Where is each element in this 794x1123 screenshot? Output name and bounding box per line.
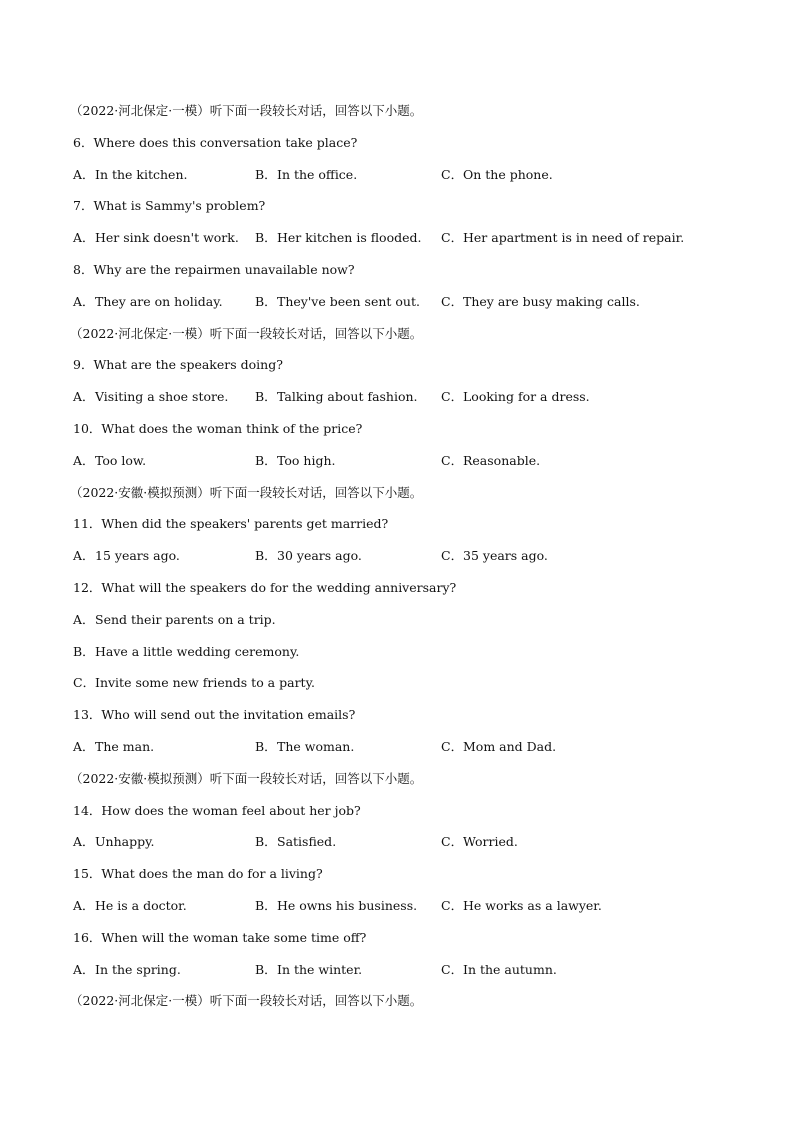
option-b (255, 960, 362, 980)
option-text: Satisfied. (277, 834, 337, 850)
option-b (255, 292, 420, 312)
option-b (255, 228, 421, 248)
option-a (73, 228, 239, 248)
option-a (73, 165, 187, 185)
option-a (73, 832, 154, 852)
option-c (441, 832, 518, 852)
option-text: 35 years ago. (463, 548, 548, 564)
option-a (73, 387, 228, 407)
option-letter: B． (255, 452, 277, 468)
option-b (255, 546, 362, 566)
option-text: He is a doctor. (95, 898, 187, 913)
question-text: 10．What does the woman think of the price? (73, 421, 363, 436)
option-c (441, 387, 590, 407)
option-c (441, 451, 540, 471)
option-letter: B． (255, 230, 277, 246)
option-letter: C． (441, 961, 464, 977)
option-letter: A． (73, 898, 95, 913)
option-letter: A． (73, 452, 95, 468)
option-letter: A． (73, 293, 95, 309)
option-letter: A． (73, 739, 95, 754)
option-text: Too high. (277, 452, 336, 468)
question-text: 15．What does the man do for a living? (73, 866, 323, 882)
option-text: In the office. (277, 166, 358, 182)
option-letter: C． (441, 452, 464, 468)
option-text: They are on holiday. (95, 293, 223, 309)
option-letter: C． (441, 898, 464, 913)
option-text: Send their parents on a trip. (95, 611, 276, 627)
section-heading: （2022·河北保定·一模）听下面一段较长对话，回答以下小题。 (70, 103, 423, 118)
question-text: 12．What will the speakers do for the wedding anniversary? (73, 580, 457, 595)
option-b (255, 165, 357, 185)
option-text: In the kitchen. (95, 166, 188, 182)
option-text: Invite some new friends to a party. (95, 675, 315, 691)
option-text: Mom and Dad. (463, 739, 557, 754)
option-letter: C． (441, 293, 464, 309)
option-letter: B． (255, 834, 277, 850)
option-text: They are busy making calls. (463, 293, 640, 309)
option-letter: C． (73, 675, 96, 691)
option-text: Have a little wedding ceremony. (95, 643, 300, 659)
answer-option-line (73, 610, 276, 630)
option-text: Her sink doesn't work. (95, 230, 239, 246)
option-text: Talking about fashion. (277, 389, 418, 405)
option-text: In the winter. (277, 961, 363, 977)
option-a (73, 896, 187, 916)
option-text: 15 years ago. (95, 548, 180, 564)
option-c (441, 165, 553, 185)
option-text: Unhappy. (95, 834, 155, 850)
option-letter: B． (255, 739, 277, 754)
option-text: In the autumn. (463, 961, 557, 977)
question-text: 7．What is Sammy's problem? (73, 198, 266, 214)
option-letter: C． (441, 834, 464, 850)
option-a (73, 960, 181, 980)
option-letter: A． (73, 166, 95, 182)
option-a (73, 292, 223, 312)
option-c (441, 737, 556, 757)
section-heading: （2022·河北保定·一模）听下面一段较长对话，回答以下小题。 (70, 993, 423, 1009)
option-letter: A． (73, 389, 95, 405)
question-text: 9．What are the speakers doing? (73, 357, 283, 373)
question-text: 6．Where does this conversation take place? (73, 134, 358, 150)
option-letter: A． (73, 611, 95, 627)
question-text: 8．Why are the repairmen unavailable now? (73, 262, 355, 277)
option-letter: B． (255, 389, 277, 405)
option-letter: A． (73, 230, 95, 246)
answer-option-line (73, 642, 299, 662)
option-text: The man. (95, 739, 155, 754)
option-c (441, 292, 640, 312)
option-text: They've been sent out. (277, 293, 420, 309)
option-text: Reasonable. (463, 452, 541, 468)
option-b (255, 832, 336, 852)
option-text: 30 years ago. (277, 548, 362, 564)
question-text: 11．When did the speakers' parents get married? (73, 516, 389, 532)
option-b (255, 737, 354, 757)
section-heading: （2022·河北保定·一模）听下面一段较长对话，回答以下小题。 (70, 325, 423, 341)
option-letter: A． (73, 834, 95, 850)
option-b (255, 451, 335, 471)
option-c (441, 896, 602, 916)
option-letter: B． (255, 548, 277, 564)
option-letter: C． (441, 230, 464, 246)
option-text: He owns his business. (277, 898, 418, 913)
option-letter: C． (441, 548, 464, 564)
option-letter: A． (73, 961, 95, 977)
question-text: 13．Who will send out the invitation emails? (73, 707, 356, 723)
option-letter: C． (441, 739, 464, 754)
option-text: Her kitchen is flooded. (277, 230, 422, 246)
option-text: Visiting a shoe store. (95, 389, 229, 405)
option-letter: B． (255, 293, 277, 309)
option-a (73, 737, 154, 757)
question-text: 16．When will the woman take some time off? (73, 929, 367, 945)
option-text: The woman. (277, 739, 355, 754)
answer-option-line (73, 673, 315, 693)
section-heading: （2022·安徽·模拟预测）听下面一段较长对话，回答以下小题。 (70, 484, 423, 500)
option-text: On the phone. (463, 166, 553, 182)
option-letter: B． (255, 166, 277, 182)
option-a (73, 546, 180, 566)
option-letter: B． (255, 961, 277, 977)
option-c (441, 546, 548, 566)
option-text: Worried. (463, 834, 518, 850)
option-letter: A． (73, 548, 95, 564)
option-text: He works as a lawyer. (463, 898, 602, 913)
option-text: In the spring. (95, 961, 181, 977)
option-letter: C． (441, 166, 464, 182)
option-text: Looking for a dress. (463, 389, 590, 405)
option-b (255, 387, 418, 407)
option-letter: B． (255, 898, 277, 913)
option-letter: B． (73, 643, 95, 659)
option-c (441, 960, 557, 980)
question-text: 14．How does the woman feel about her job? (73, 802, 361, 818)
option-text: Too low. (95, 452, 147, 468)
option-a (73, 451, 146, 471)
option-text: Her apartment is in need of repair. (463, 230, 685, 246)
section-heading: （2022·安徽·模拟预测）听下面一段较长对话，回答以下小题。 (70, 770, 423, 786)
option-c (441, 228, 684, 248)
option-letter: C． (441, 389, 464, 405)
option-b (255, 896, 417, 916)
